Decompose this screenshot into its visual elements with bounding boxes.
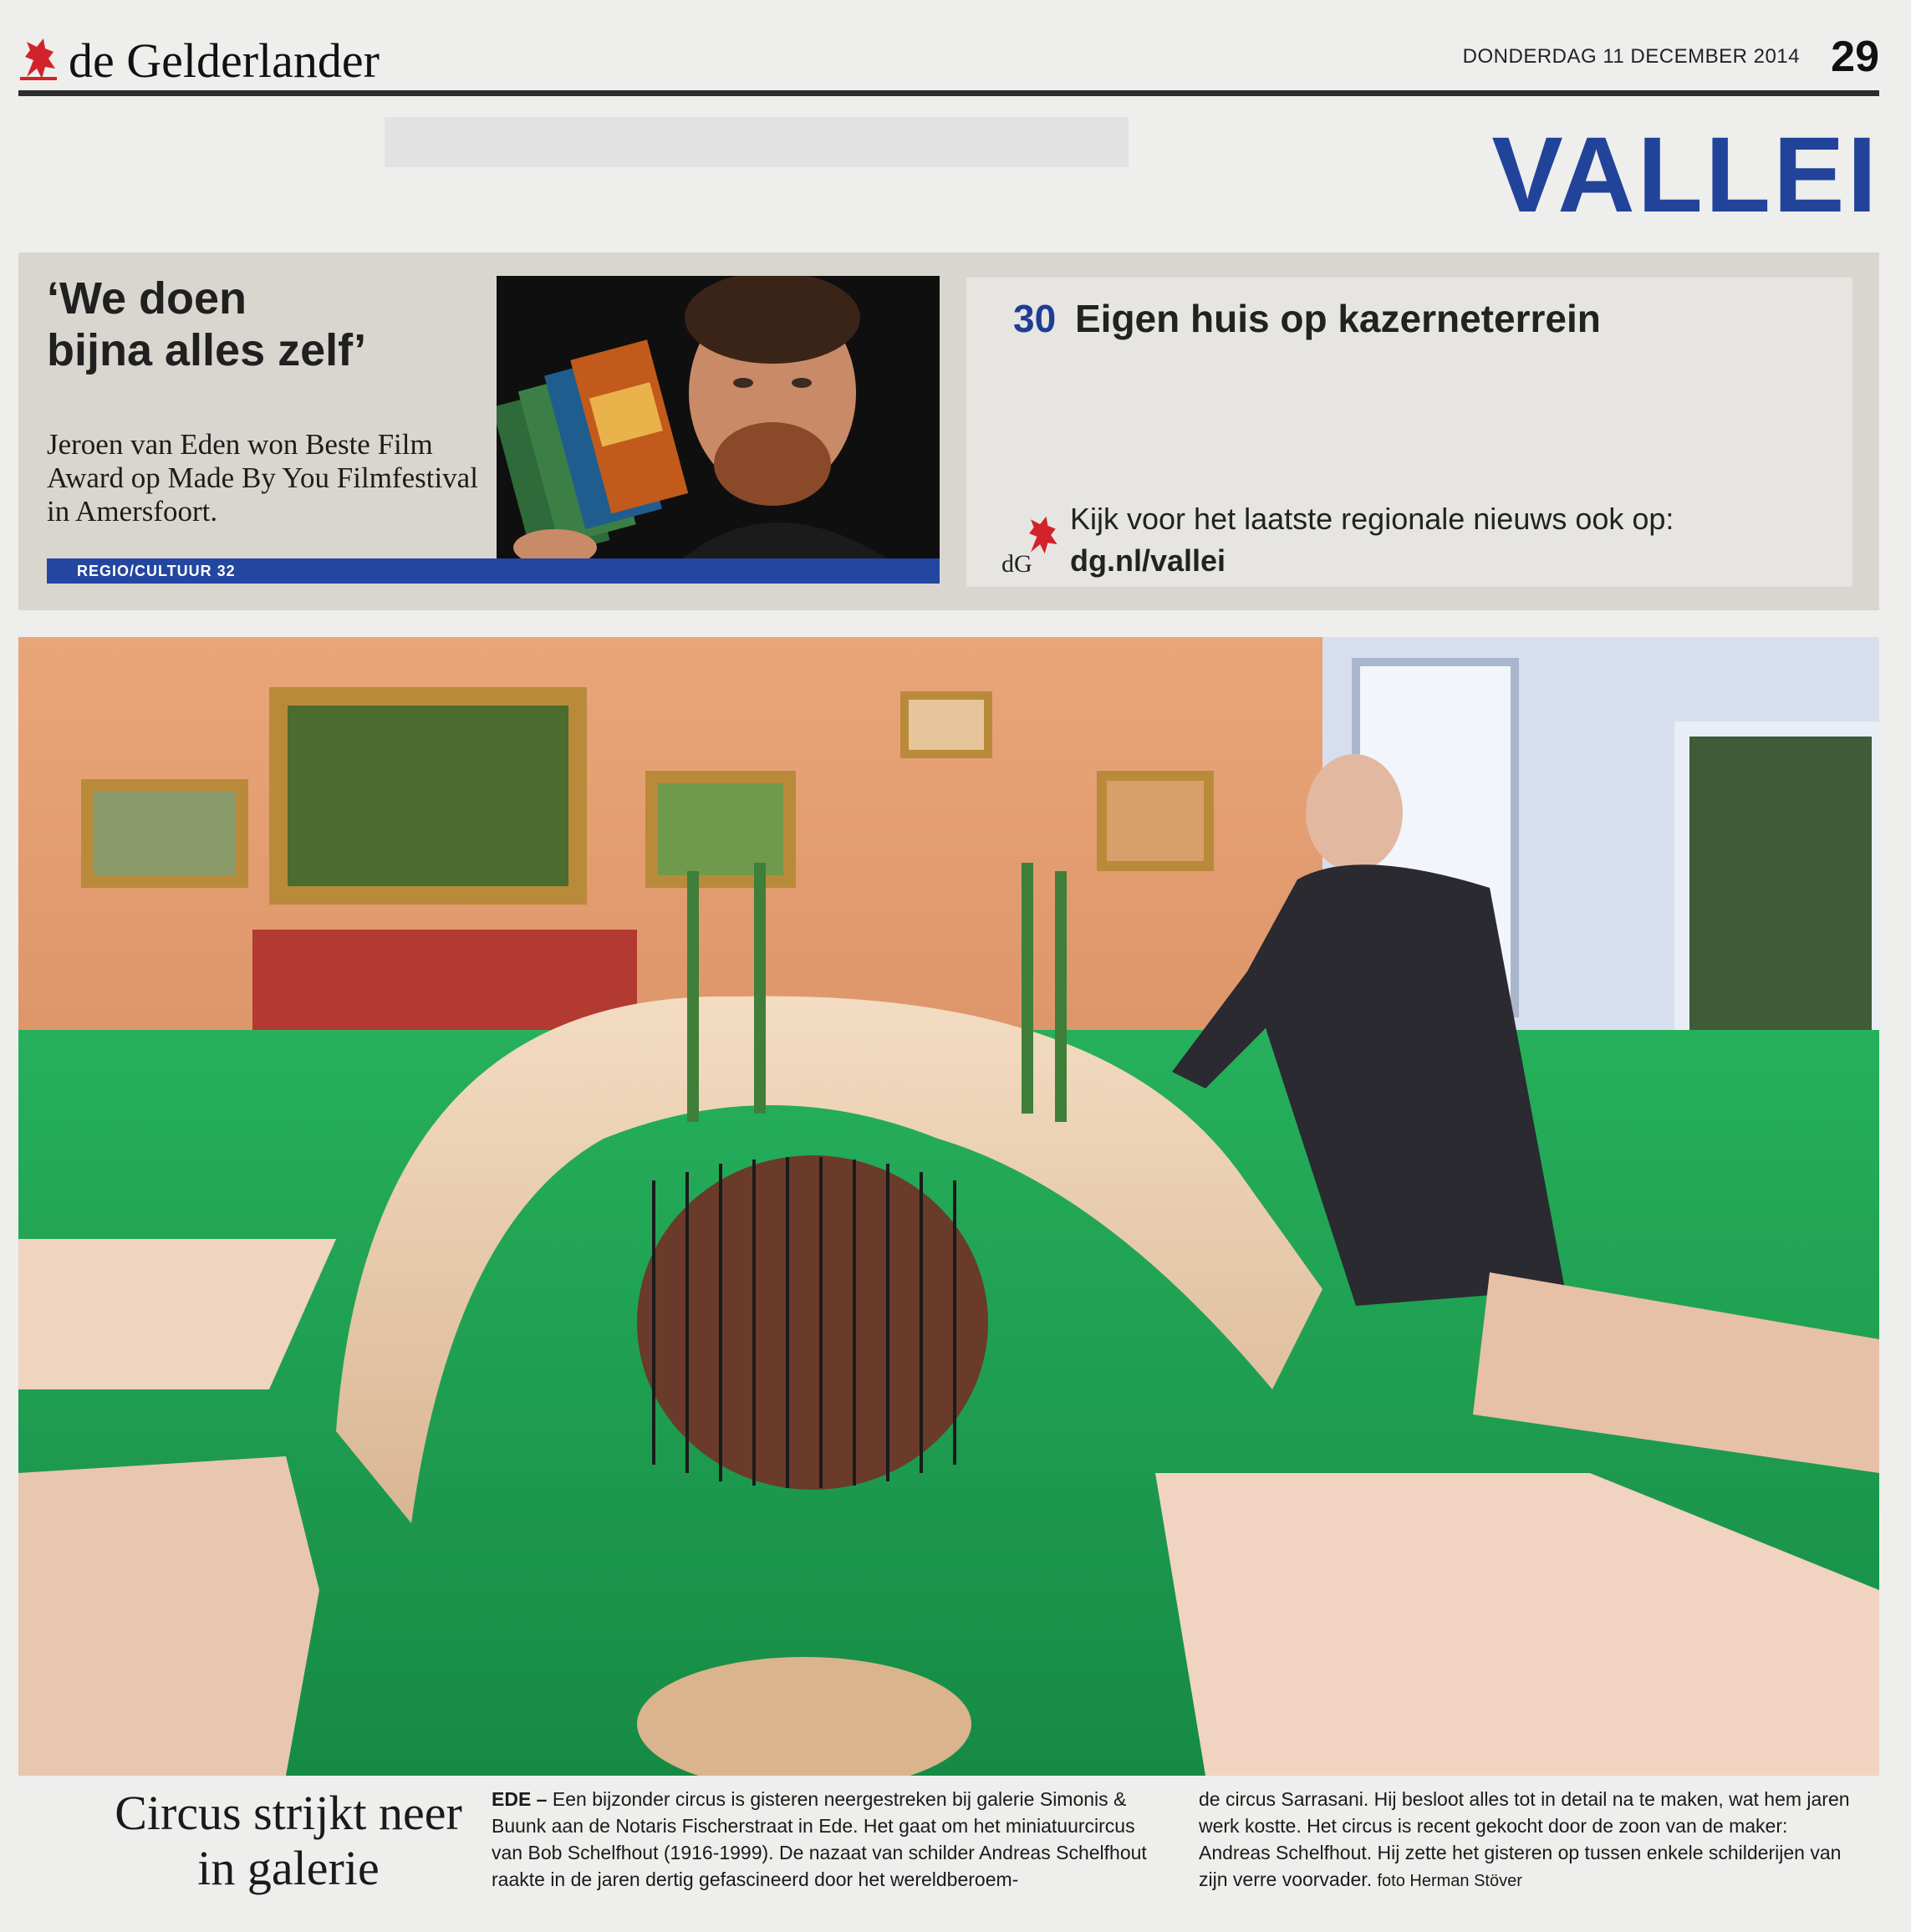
dg-logo-text: dG [1001,550,1032,578]
bleed-through-strip [385,117,1129,167]
story-headline: Circus strijkt neer in galerie [115,1786,462,1895]
story-column-1 [492,1786,1169,1893]
teaser-left[interactable] [18,252,938,610]
dg-promo-line: Kijk voor het laatste regionale nieuws ook op: [1070,502,1674,536]
main-photo [18,637,1879,1776]
masthead-rule [18,90,1879,96]
teaser-right[interactable] [966,278,1852,587]
page-number: 29 [1831,33,1879,81]
story-text-2: de circus Sarrasani. Hij besloot alles tot in detail na te maken, wat hem jaren werk kostte. Het circus is recent gekocht door de zoon van de maker: Andreas Schelfhout. Hij zette het gisteren op tussen enkele schilderijen van zijn verre voorvader. [1199,1788,1850,1890]
circus-model-photo [18,637,1879,1776]
teaser-headline: ‘We doen bijna alles zelf’ [47,273,367,375]
issue-date: DONDERDAG 11 DECEMBER 2014 [1462,45,1800,68]
dg-promo-link[interactable]: dg.nl/vallei [1070,543,1226,578]
story-dateline: EDE – [492,1788,553,1810]
dg-logo [1001,520,1060,579]
section-ribbon [47,558,940,584]
teaser-right-headline: Eigen huis op kazerneterrein [1075,297,1601,340]
story-text-1: Een bijzonder circus is gisteren neergestreken bij galerie Simonis & Buunk aan de Notaris Fischerstraat in Ede. Het gaat om het miniatuurcircus van Bob Schelfhout (1916-1999). De nazaat van schilder Andreas Schelfhout raakte in de jaren dertig gefascineerd door het wereldberoem- [492,1788,1147,1890]
masthead [18,33,1879,92]
photo-credit: foto Herman Stöver [1377,1872,1522,1890]
paper-name: de Gelderlander [69,33,380,88]
teaser-page-ref: 30 [1013,297,1057,340]
teaser-portrait-photo [497,276,940,560]
ribbon-label: REGIO/CULTUUR 32 [77,563,236,579]
red-horse-icon [18,35,59,82]
teaser-box [18,252,1879,610]
story-column-2 [1199,1786,1859,1894]
teaser-intro: Jeroen van Eden won Beste Film Award op Made By You Filmfestival in Amersfoort. [47,428,478,528]
portrait-illustration [497,276,940,560]
section-title: VALLEI [1491,115,1879,235]
